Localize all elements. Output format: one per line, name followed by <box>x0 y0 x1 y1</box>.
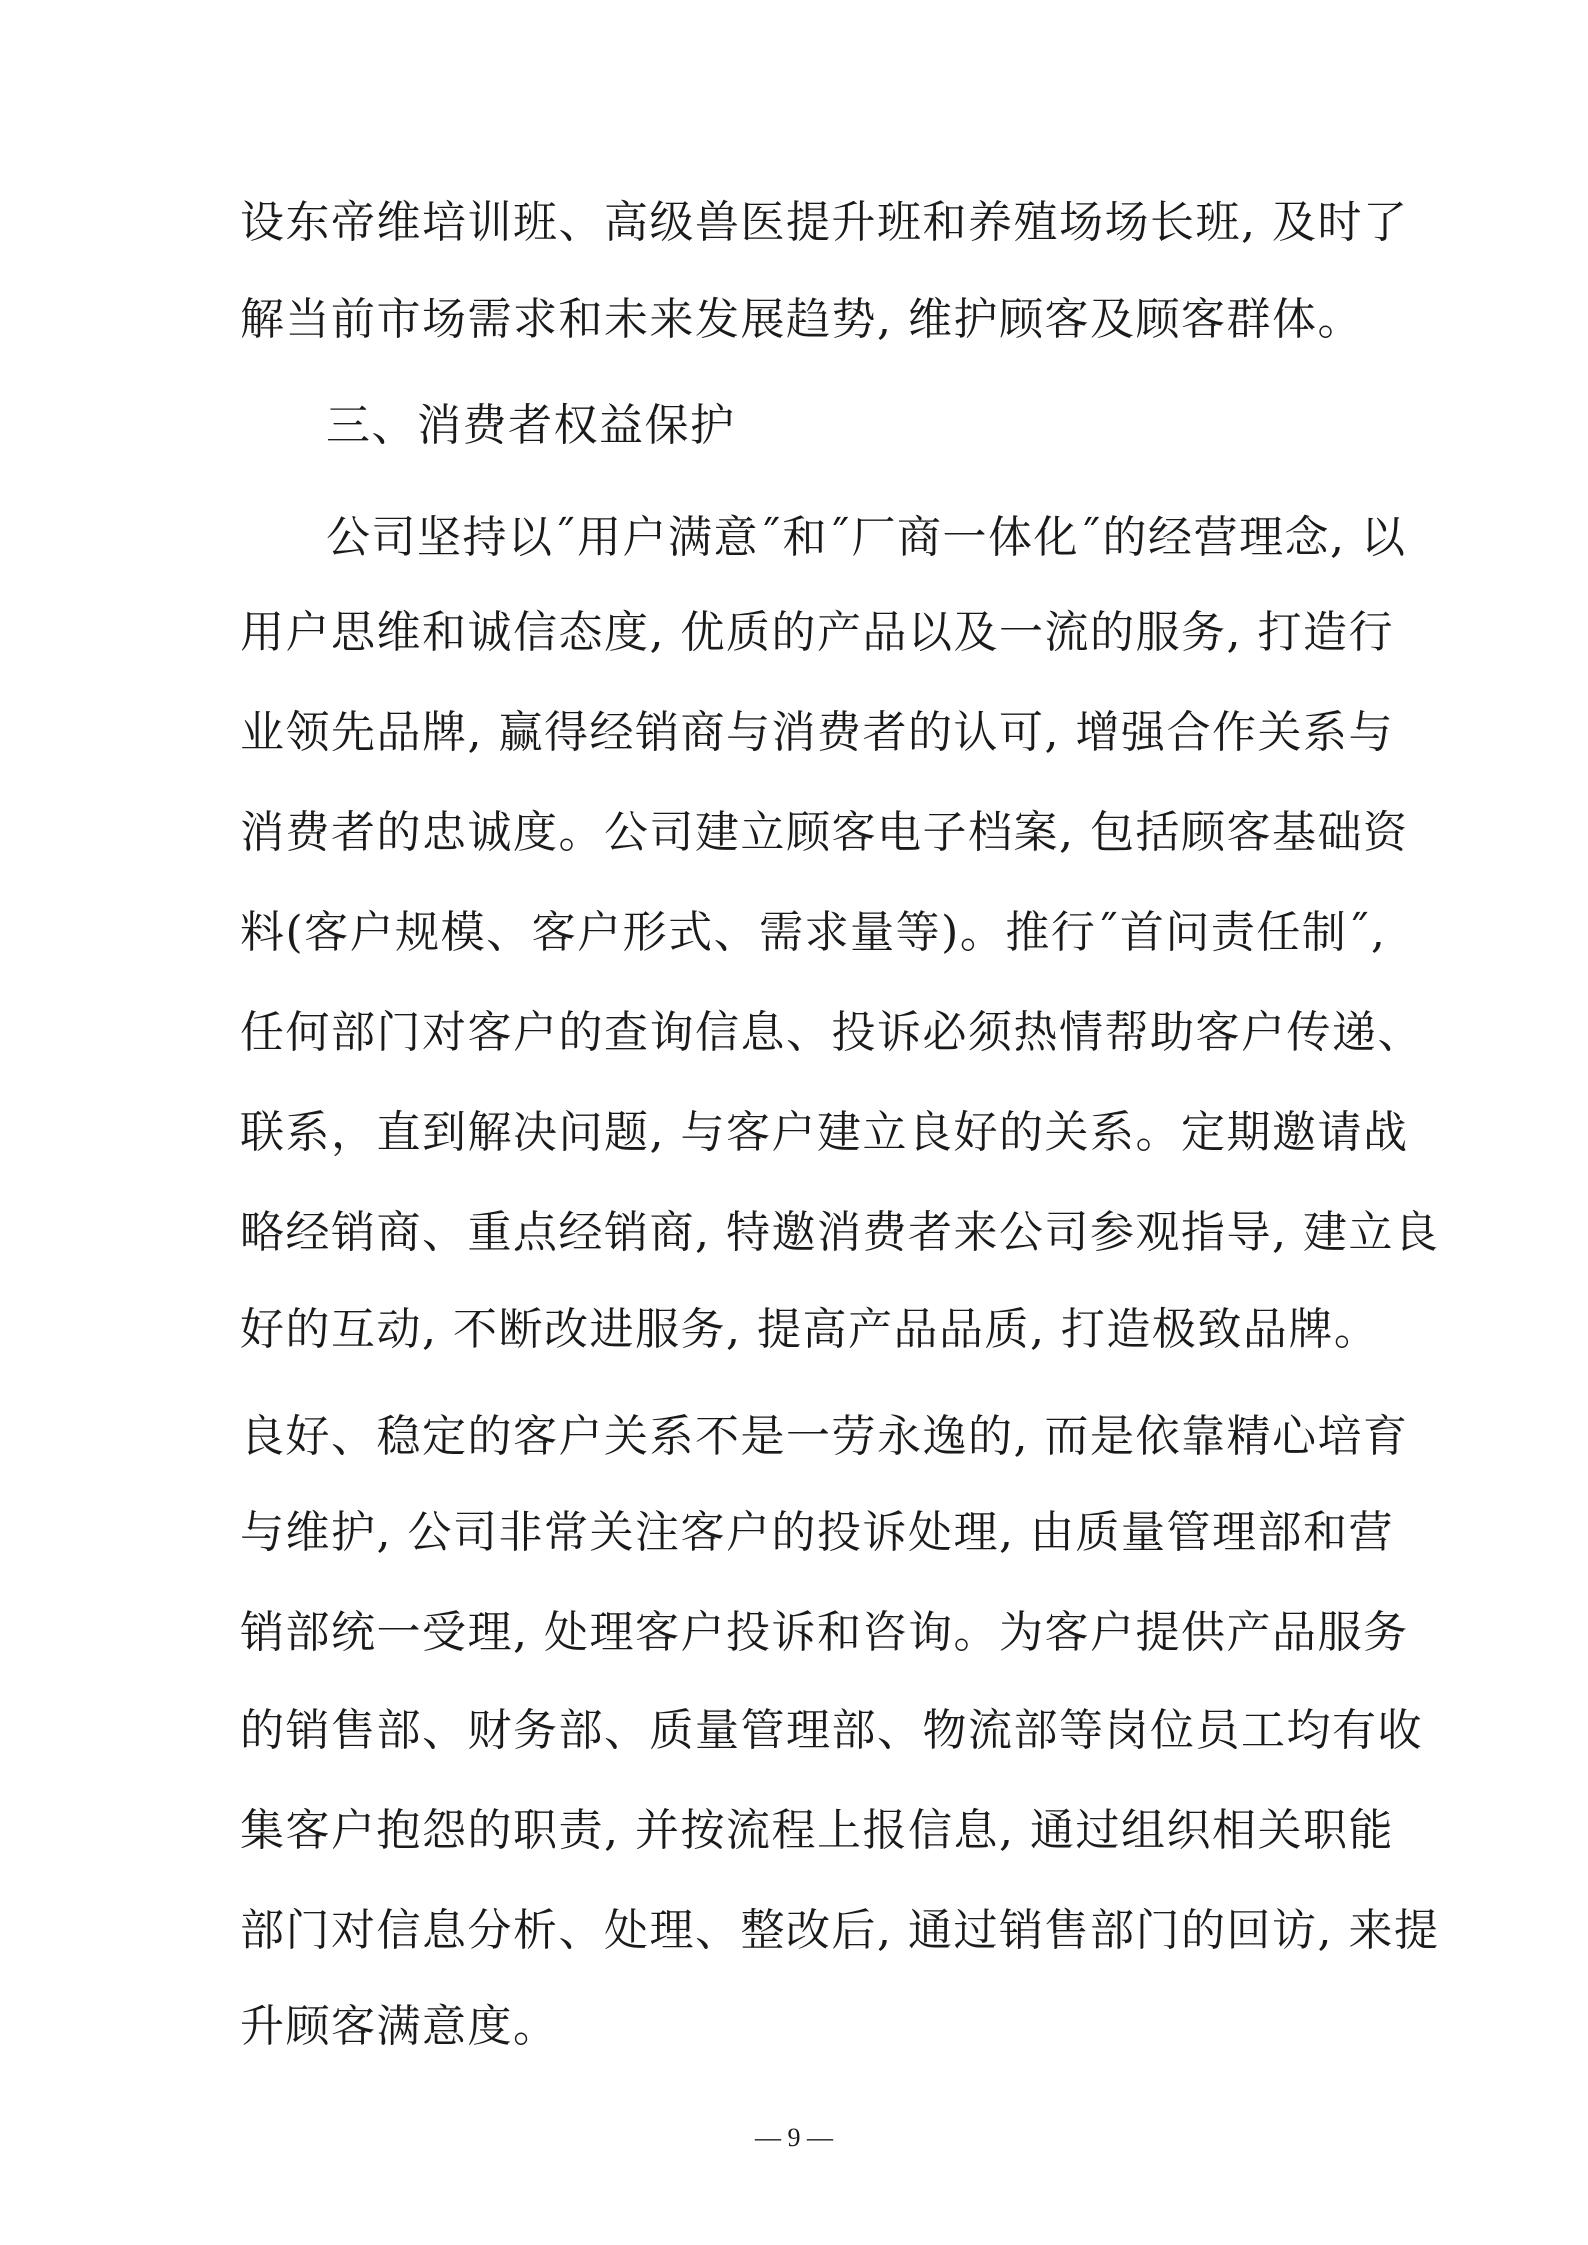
paragraph-line: 与维护, 公司非常关注客户的投诉处理, 由质量管理部和营 <box>240 1507 1394 1558</box>
paragraph-line: 料(客户规模、客户形式、需求量等)。推行˝首问责任制˝, <box>240 907 1387 958</box>
paragraph-line: 升顾客满意度。 <box>240 2001 559 2052</box>
paragraph-line: 公司坚持以˝用户满意˝和˝厂商一体化˝的经营理念, 以 <box>326 512 1407 563</box>
paragraph-line: 用户思维和诚信态度, 优质的产品以及一流的服务, 打造行 <box>240 607 1394 658</box>
paragraph-line: 业领先品牌, 赢得经销商与消费者的认可, 增强合作关系与 <box>240 707 1394 758</box>
section-heading: 三、消费者权益保护 <box>326 400 736 451</box>
paragraph-line: 集客户抱怨的职责, 并按流程上报信息, 通过组织相关职能 <box>240 1805 1394 1856</box>
paragraph-line: 好的互动, 不断改进服务, 提高产品品质, 打造极致品牌。 <box>240 1304 1380 1355</box>
paragraph-line: 良好、稳定的客户关系不是一劳永逸的, 而是依靠精心培育 <box>240 1411 1409 1462</box>
paragraph-line: 略经销商、重点经销商, 特邀消费者来公司参观指导, 建立良 <box>240 1207 1440 1258</box>
page-number: — 9 — <box>755 2123 833 2152</box>
paragraph-line: 解当前市场需求和未来发展趋势, 维护顾客及顾客群体。 <box>240 294 1363 345</box>
paragraph-line: 联系，直到解决问题, 与客户建立良好的关系。定期邀请战 <box>240 1107 1409 1158</box>
paragraph-line: 部门对信息分析、处理、整改后, 通过销售部门的回访, 来提 <box>240 1905 1440 1956</box>
paragraph-line: 设东帝维培训班、高级兽医提升班和养殖场场长班, 及时了 <box>240 197 1409 248</box>
paragraph-line: 的销售部、财务部、质量管理部、物流部等岗位员工均有收 <box>240 1705 1423 1756</box>
paragraph-line: 任何部门对客户的查询信息、投诉必须热情帮助客户传递、 <box>240 1007 1423 1058</box>
paragraph-line: 销部统一受理, 处理客户投诉和咨询。为客户提供产品服务 <box>240 1607 1409 1658</box>
paragraph-line: 消费者的忠诚度。公司建立顾客电子档案, 包括顾客基础资 <box>240 807 1409 858</box>
